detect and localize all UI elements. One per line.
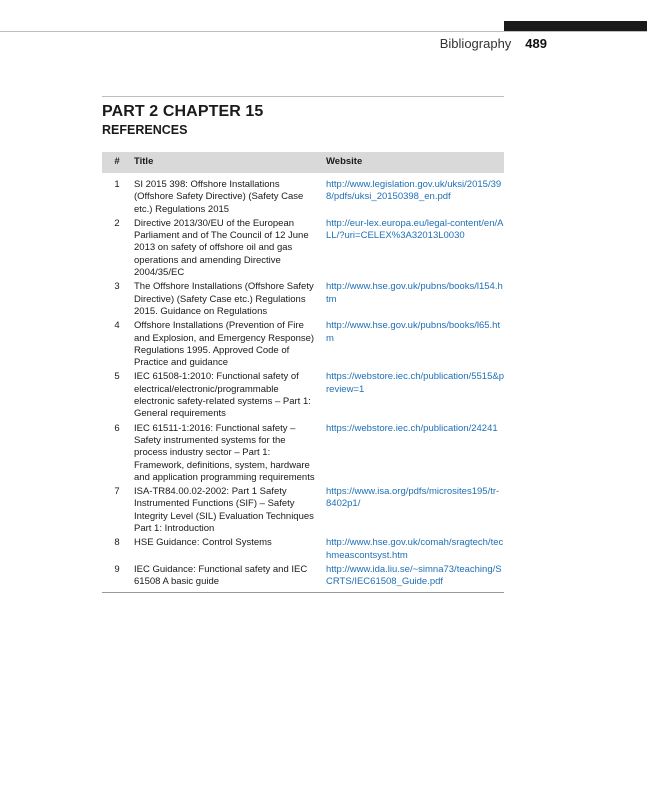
table-row	[102, 173, 504, 216]
table-row	[102, 216, 504, 279]
reference-title: IEC 61508-1:2010: Functional safety of electrical/electronic/programmable electronic safety-related systems – Part 1: General requirements	[134, 371, 311, 420]
row-number: 3	[114, 281, 120, 293]
page-number: 489	[525, 36, 547, 51]
row-number: 2	[114, 217, 120, 229]
table-row	[102, 484, 504, 535]
reference-title: ISA-TR84.00.02-2002: Part 1 Safety Instrumented Functions (SIF) – Safety Integrity Level (SIL) Evaluation Techniques Part 1: Introduction	[134, 486, 314, 535]
reference-title: SI 2015 398: Offshore Installations (Offshore Safety Directive) (Safety Case etc.) Regulations 2015	[134, 179, 304, 215]
row-number: 4	[114, 320, 120, 332]
table-row	[102, 535, 504, 562]
reference-title: IEC 61511-1:2016: Functional safety – Safety instrumented systems for the process industry sector – Part 1: Framework, definitions, system, hardware and application programming requirements	[134, 422, 315, 483]
table-row	[102, 562, 504, 592]
row-number: 9	[102, 562, 132, 592]
reference-link[interactable]: http://www.hse.gov.uk/pubns/books/l65.htm	[326, 320, 501, 344]
reference-title: IEC Guidance: Functional safety and IEC 61508 A basic guide	[132, 562, 324, 592]
reference-link[interactable]: https://www.isa.org/pdfs/microsites195/tr-8402p1/	[326, 486, 500, 510]
table-row	[102, 318, 504, 369]
reference-link[interactable]: http://www.hse.gov.uk/pubns/books/l154.htm	[326, 281, 503, 305]
reference-link[interactable]: https://webstore.iec.ch/publication/5515&preview=1	[326, 371, 504, 395]
row-number: 8	[114, 537, 120, 549]
row-number: 6	[114, 422, 120, 434]
reference-link[interactable]: http://eur-lex.europa.eu/legal-content/en/ALL/?uri=CELEX%3A32013L0030	[326, 217, 504, 242]
part-title: PART 2 CHAPTER 15	[102, 103, 264, 120]
column-header-number: #	[102, 152, 132, 173]
reference-link[interactable]: https://webstore.iec.ch/publication/24241	[326, 422, 498, 434]
table-row	[102, 421, 504, 484]
reference-link[interactable]: http://www.legislation.gov.uk/uksi/2015/398/pdfs/uksi_20150398_en.pdf	[326, 179, 502, 203]
reference-title: The Offshore Installations (Offshore Safety Directive) (Safety Case etc.) Regulations 2015. Guidance on Regulations	[134, 281, 314, 317]
reference-link[interactable]: http://www.ida.liu.se/~simna73/teaching/SCRTS/IEC61508_Guide.pdf	[324, 562, 504, 592]
header-rule	[0, 31, 647, 32]
reference-title: HSE Guidance: Control Systems	[134, 537, 272, 549]
row-number: 7	[114, 486, 120, 498]
table-header-row	[102, 152, 504, 173]
row-number: 5	[114, 371, 120, 383]
table-row	[102, 369, 504, 420]
column-header-website: Website	[324, 152, 504, 173]
section-subtitle: REFERENCES	[102, 123, 188, 137]
reference-title: Directive 2013/30/EU of the European Parliament and of The Council of 12 June 2013 on safety of offshore oil and gas operations and amending Directive 2004/35/EC	[134, 217, 309, 279]
row-number: 1	[114, 179, 120, 190]
references-table	[102, 152, 504, 593]
reference-link[interactable]: http://www.hse.gov.uk/comah/sragtech/techmeascontsyst.htm	[326, 537, 504, 561]
column-header-title: Title	[132, 152, 324, 173]
reference-title: Offshore Installations (Prevention of Fire and Explosion, and Emergency Response) Regulations 1995. Approved Code of Practice and guidance	[134, 320, 315, 369]
header-accent-bar	[504, 21, 647, 31]
table-row	[102, 279, 504, 318]
running-title: Bibliography	[439, 36, 512, 51]
section-rule	[102, 96, 504, 97]
running-header	[440, 36, 547, 51]
